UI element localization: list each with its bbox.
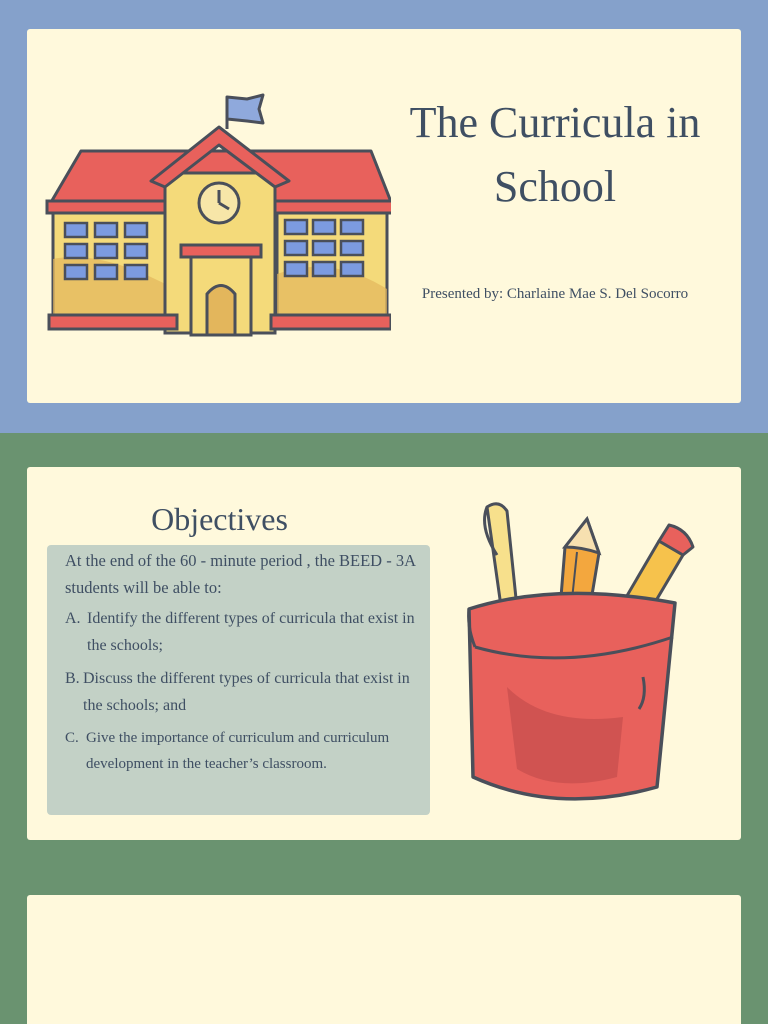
objective-item-a — [65, 605, 416, 659]
presenter-credit: Presented by: Charlaine Mae S. Del Socorro — [421, 286, 689, 302]
objectives-box — [47, 545, 430, 815]
objective-text: Give the importance of curriculum and curriculum development in the teacher’s classroom. — [86, 730, 390, 772]
objective-text: Discuss the different types of curricula that exist in the schools; and — [83, 670, 410, 714]
objectives-heading: Objectives — [151, 501, 288, 537]
slide-title-text: The Curricula in School — [409, 98, 701, 211]
slide-next — [27, 895, 741, 1024]
objective-item-c — [65, 725, 416, 777]
objectives-intro: At the end of the 60 - minute period , the BEED - 3A students will be able to: — [65, 551, 416, 597]
school-building-icon — [41, 89, 391, 339]
objective-letter: B. — [65, 670, 80, 687]
objective-text: Identify the different types of curricula that exist in the schools; — [87, 610, 415, 654]
objective-item-b — [65, 665, 416, 719]
objective-letter: A. — [65, 610, 81, 627]
pencil-cup-icon — [447, 497, 697, 807]
objective-letter: C. — [65, 730, 79, 746]
slide-objectives — [27, 467, 741, 840]
slide-title — [27, 29, 741, 403]
